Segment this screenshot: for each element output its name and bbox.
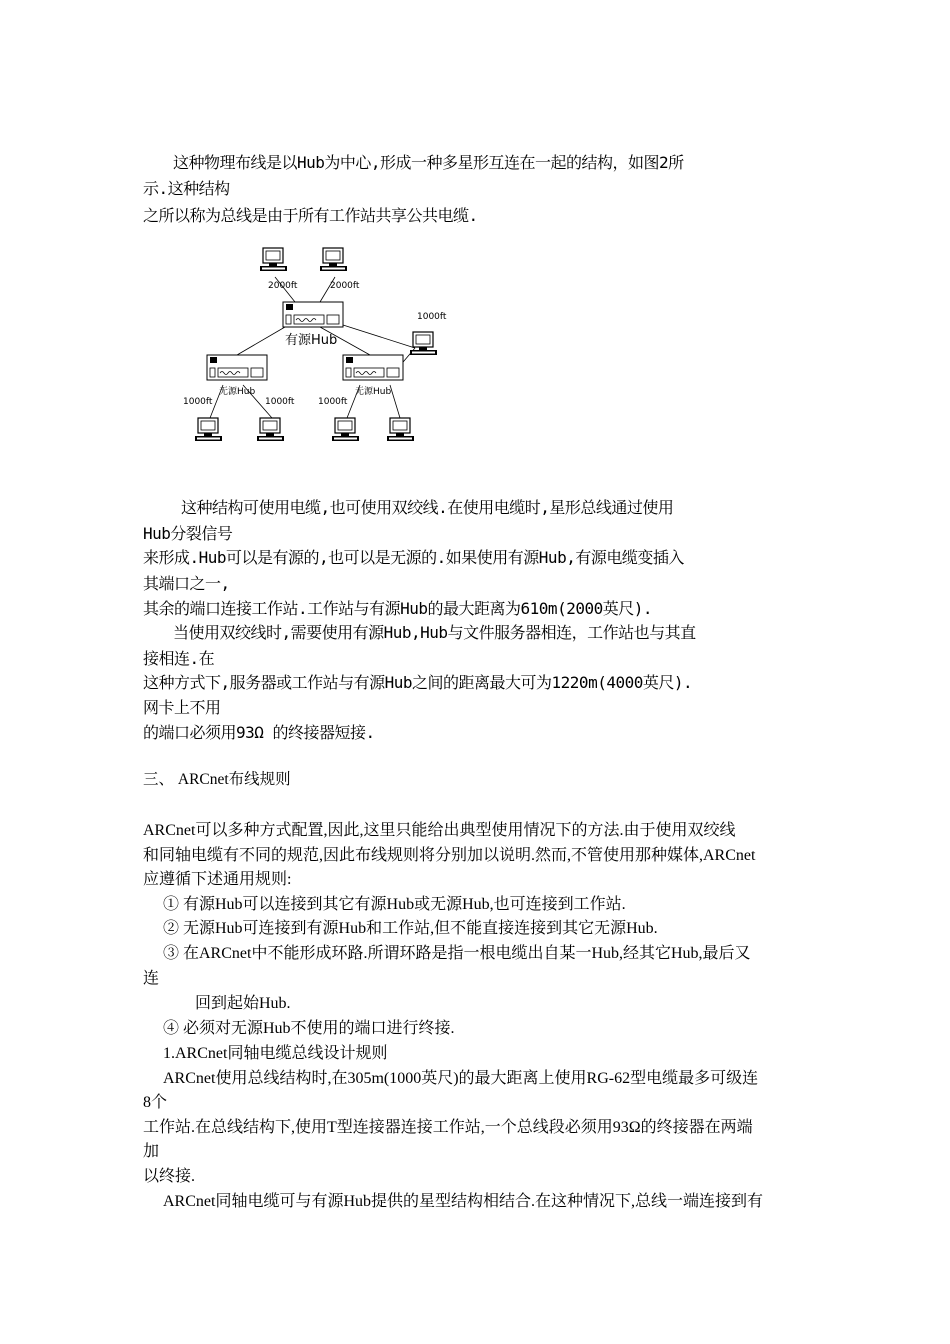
section-heading: 三、 ARCnet布线规则 [143,771,291,788]
body2-line-15: 以终接. [143,1168,196,1185]
label-1000ft-b: 1000ft [265,397,295,407]
body1-line-6: 当使用双绞线时,需要使用有源Hub,Hub与文件服务器相连，工作站也与其直 [173,623,696,642]
body1-line-5: 其余的端口连接工作站.工作站与有源Hub的最大距离为610m(2000英尺). [143,599,652,618]
intro-line-3: 之所以称为总线是由于所有工作站共享公共电缆. [143,206,478,225]
body2-line-12: 8个 [143,1094,168,1111]
label-1000ft-top: 1000ft [417,312,447,322]
body1-line-1: 这种结构可使用电缆,也可使用双绞线.在使用电缆时,星形总线通过使用 [181,498,674,517]
rule-4: ④ 必须对无源Hub不使用的端口进行终接. [163,1020,455,1037]
body2-line-16: ARCnet同轴电缆可与有源Hub提供的星型结构相结合.在这种情况下,总线一端连接到有 [163,1193,764,1210]
body2-line-14: 加 [143,1143,160,1160]
body1-line-8: 这种方式下,服务器或工作站与有源Hub之间的距离最大可为1220m(4000英尺). [143,673,693,692]
body2-line-13: 工作站.在总线结构下,使用T型连接器连接工作站,一个总线段必须用93Ω的终接器在两端 [143,1119,753,1136]
label-1000ft-a: 1000ft [183,397,213,407]
intro-line-1: 这种物理布线是以Hub为中心,形成一种多星形互连在一起的结构，如图2所 [173,153,684,172]
rule-1: ① 有源Hub可以连接到其它有源Hub或无源Hub,也可连接到工作站. [163,896,626,913]
label-1000ft-c: 1000ft [318,397,348,407]
computer-icon [195,418,222,441]
computer-icon [332,418,359,441]
subsection-heading: 1.ARCnet同轴电缆总线设计规则 [163,1045,388,1062]
body1-line-3: 来形成.Hub可以是有源的,也可以是无源的.如果使用有源Hub,有源电缆变插入 [143,548,684,567]
body2-line-11: ARCnet使用总线结构时,在305m(1000英尺)的最大距离上使用RG-62型电缆最多可级连 [163,1070,759,1087]
passive-hub-left-label: 无源Hub [219,387,256,397]
network-diagram [175,240,465,455]
rule-3-cont-2: 回到起始Hub. [195,995,291,1012]
rule-3: ③ 在ARCnet中不能形成环路.所谓环路是指一根电缆出自某一Hub,经其它Hub,最后又 [163,945,751,962]
computer-icon [410,332,437,355]
label-2000ft-1: 2000ft [268,281,298,291]
active-hub-label: 有源Hub [285,333,338,348]
passive-hub-right-icon [343,355,403,380]
rule-2: ② 无源Hub可连接到有源Hub和工作站,但不能直接连接到其它无源Hub. [163,920,658,937]
body1-line-10: 的端口必须用93Ω 的终接器短接. [143,723,375,742]
computer-icon [260,248,287,271]
body2-line-2: 和同轴电缆有不同的规范,因此布线规则将分别加以说明.然而,不管使用那种媒体,ARCnet [143,847,756,864]
computer-icon [387,418,414,441]
rule-3-cont: 连 [143,970,160,987]
passive-hub-right-label: 无源Hub [355,387,392,397]
label-2000ft-2: 2000ft [330,281,360,291]
body2-line-1: ARCnet可以多种方式配置,因此,这里只能给出典型使用情况下的方法.由于使用双绞线 [143,822,736,839]
body1-line-9: 网卡上不用 [143,698,221,717]
active-hub-icon [283,302,343,327]
computer-icon [320,248,347,271]
body1-line-4: 其端口之一, [143,574,230,593]
computer-icon [257,418,284,441]
intro-line-2: 示.这种结构 [143,179,230,198]
body1-line-2: Hub分裂信号 [143,524,233,543]
body1-line-7: 接相连.在 [143,649,215,668]
body2-line-3: 应遵循下述通用规则: [143,871,292,888]
passive-hub-left-icon [207,355,267,380]
